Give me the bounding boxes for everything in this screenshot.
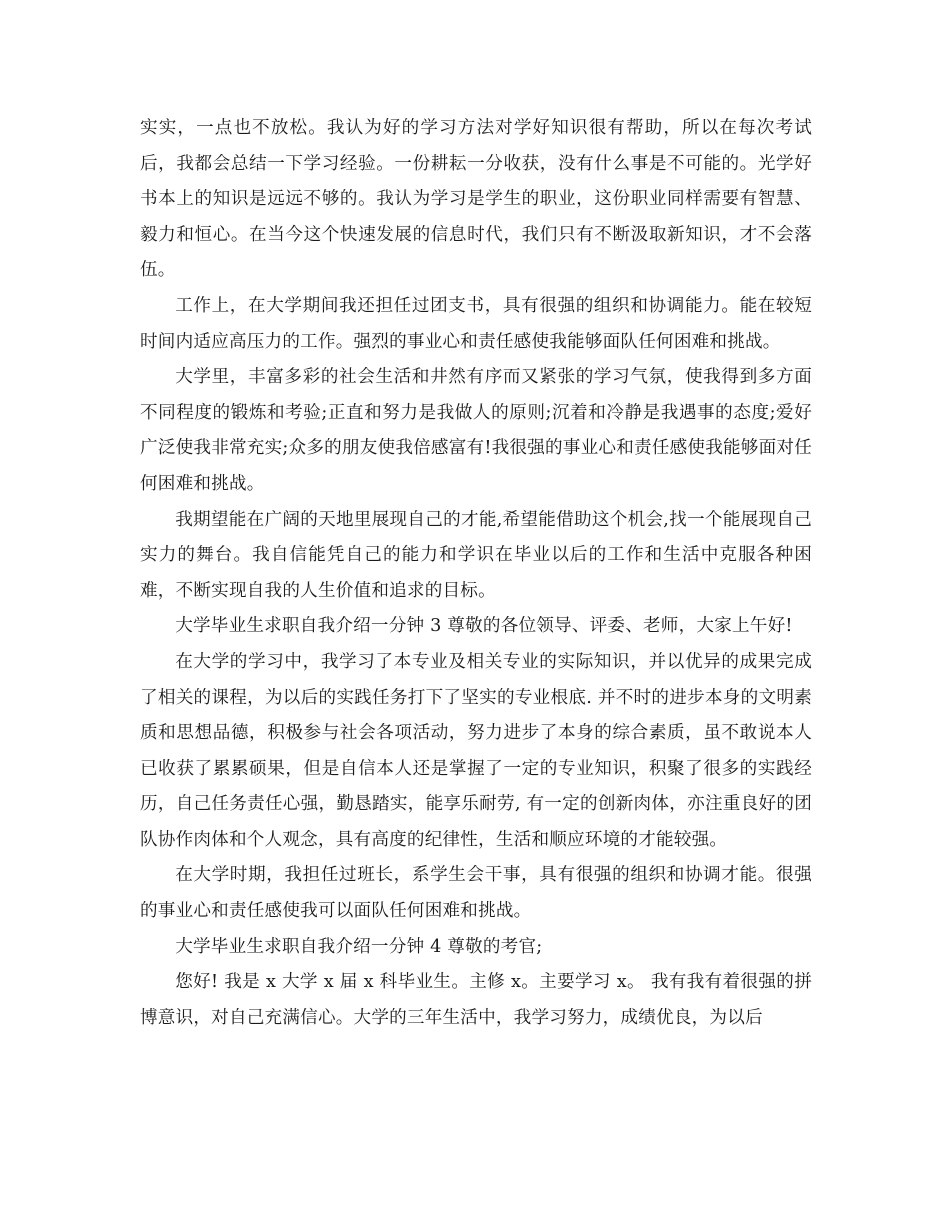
- paragraph-3: 大学里，丰富多彩的社会生活和井然有序而又紧张的学习气氛，使我得到多方面不同程度的锻炼和考验;正直和努力是我做人的原则;沉着和冷静是我遇事的态度;爱好广泛使我非常充实;众多的朋友使我倍感富有!我很强的事业心和责任感使我能够面对任何困难和挑战。: [140, 367, 812, 494]
- paragraph-1: 实实，一点也不放松。我认为好的学习方法对学好知识很有帮助，所以在每次考试后，我都会总结一下学习经验。一份耕耘一分收获，没有什么事是不可能的。光学好书本上的知识是远远不够的。我认为学习是学生的职业，这份职业同样需要有智慧、毅力和恒心。在当今这个快速发展的信息时代，我们只有不断汲取新知识，才不会落伍。: [140, 118, 812, 281]
- paragraph-4: 我期望能在广阔的天地里展现自己的才能,希望能借助这个机会,找一个能展现自己实力的舞台。我自信能凭自己的能力和学识在毕业以后的工作和生活中克服各种困难，不断实现自我的人生价值和追求的目标。: [140, 509, 812, 601]
- paragraph-2: 工作上，在大学期间我还担任过团支书，具有很强的组织和协调能力。能在较短时间内适应高压力的工作。强烈的事业心和责任感使我能够面队任何困难和挑战。: [140, 295, 812, 352]
- section-heading-4: 大学毕业生求职自我介绍一分钟 4 尊敬的考官;: [175, 936, 543, 957]
- section-heading-3: 大学毕业生求职自我介绍一分钟 3 尊敬的各位领导、评委、老师，大家上午好!: [175, 616, 793, 637]
- paragraph-5: 在大学的学习中，我学习了本专业及相关专业的实际知识，并以优异的成果完成了相关的课程，为以后的实践任务打下了坚实的专业根底. 并不时的进步本身的文明素质和思想品德，积极参与社会各项活动，努力进步了本身的综合素质，虽不敢说本人已收获了累累硕果，但是自信本人还是掌握了一定的专业知识，积聚了很多的实践经历，自己任务责任心强，勤恳踏实，能享乐耐劳, 有一定的创新肉体，亦注重良好的团队协作肉体和个人观念，具有高度的纪律性，生活和顺应环境的才能较强。: [140, 651, 812, 850]
- paragraph-6: 在大学时期，我担任过班长，系学生会干事，具有很强的组织和协调才能。很强的事业心和责任感使我可以面队任何困难和挑战。: [140, 865, 812, 922]
- paragraph-7: 您好! 我是 x 大学 x 届 x 科毕业生。主修 x。主要学习 x。 我有我有着很强的拼博意识，对自己充满信心。大学的三年生活中，我学习努力，成绩优良，为以后: [140, 972, 812, 1028]
- document-body: [140, 111, 812, 1036]
